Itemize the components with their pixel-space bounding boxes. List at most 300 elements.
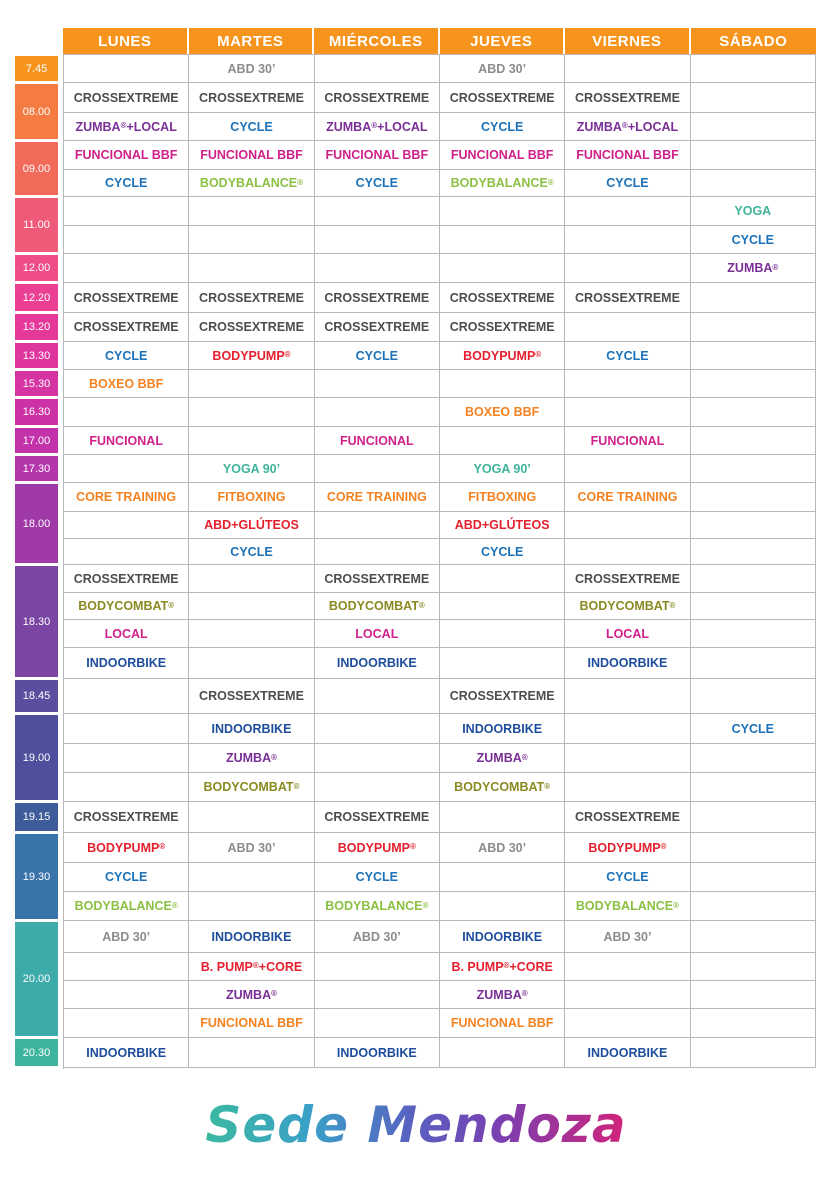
class-name: CROSSEXTREME <box>324 90 430 105</box>
class-name: CROSSEXTREME <box>575 810 680 824</box>
registered-mark: ® <box>120 121 127 130</box>
class-name: BODYCOMBAT <box>328 599 419 613</box>
class-cell <box>189 539 314 565</box>
time-slot: 18.45 <box>15 680 58 712</box>
class-cell <box>64 833 189 863</box>
schedule-row <box>64 648 816 679</box>
empty-cell <box>440 593 565 620</box>
class-cell <box>189 170 314 197</box>
class-name: FUNCIONAL <box>340 433 414 448</box>
class-cell <box>440 714 565 744</box>
schedule-row <box>64 483 816 512</box>
schedule-row <box>64 921 816 953</box>
class-cell <box>440 342 565 370</box>
empty-cell <box>691 863 816 892</box>
empty-cell <box>691 455 816 483</box>
registered-mark: ® <box>293 781 300 791</box>
class-cell <box>64 620 189 648</box>
logo <box>0 1085 832 1165</box>
empty-cell <box>691 483 816 512</box>
class-name: B. PUMP <box>451 959 504 974</box>
day-header: VIERNES <box>565 28 691 54</box>
class-name: INDOORBIKE <box>211 929 292 944</box>
class-cell <box>189 313 314 342</box>
empty-cell <box>565 539 690 565</box>
class-name: CYCLE <box>230 119 273 134</box>
empty-cell <box>189 892 314 921</box>
empty-cell <box>565 398 690 427</box>
registered-mark: ® <box>297 177 304 187</box>
empty-cell <box>691 648 816 679</box>
class-cell <box>440 283 565 313</box>
empty-cell <box>189 427 314 455</box>
empty-cell <box>691 427 816 455</box>
class-name: INDOORBIKE <box>462 721 543 736</box>
class-cell <box>189 141 314 170</box>
class-cell <box>691 254 816 283</box>
class-name: INDOORBIKE <box>211 721 292 736</box>
class-name: FUNCIONAL BBF <box>450 1016 554 1030</box>
registered-mark: ® <box>418 600 425 610</box>
empty-cell <box>189 398 314 427</box>
empty-cell <box>691 313 816 342</box>
empty-cell <box>565 679 690 714</box>
class-name: CROSSEXTREME <box>449 689 555 703</box>
registered-mark: ® <box>409 842 416 851</box>
empty-cell <box>64 455 189 483</box>
class-name: BODYBALANCE <box>450 176 548 190</box>
class-cell <box>315 620 440 648</box>
empty-cell <box>189 565 314 593</box>
empty-cell <box>691 370 816 398</box>
schedule-row <box>64 113 816 141</box>
class-name: BODYCOMBAT <box>579 599 670 613</box>
class-name: BODYBALANCE <box>575 899 674 913</box>
class-cell <box>440 483 565 512</box>
time-slot: 19.15 <box>15 803 58 831</box>
class-cell <box>189 83 314 113</box>
class-name: CYCLE <box>480 544 524 559</box>
empty-cell <box>565 55 690 83</box>
class-name: CYCLE <box>731 721 774 736</box>
class-cell <box>315 648 440 679</box>
class-cell <box>189 833 314 863</box>
class-name: CROSSEXTREME <box>73 810 179 824</box>
class-cell <box>440 55 565 83</box>
class-name: CROSSEXTREME <box>73 571 179 586</box>
class-name: FUNCIONAL <box>590 433 665 448</box>
empty-cell <box>440 1038 565 1068</box>
class-name: FUNCIONAL BBF <box>74 148 178 162</box>
empty-cell <box>189 197 314 226</box>
empty-cell <box>315 1009 440 1038</box>
empty-cell <box>315 226 440 254</box>
empty-cell <box>565 773 690 802</box>
class-name: LOCAL <box>104 626 148 641</box>
empty-cell <box>440 620 565 648</box>
class-cell <box>565 892 690 921</box>
class-cell <box>315 342 440 370</box>
class-cell <box>565 427 690 455</box>
empty-cell <box>691 1038 816 1068</box>
class-name: FUNCIONAL BBF <box>450 148 554 162</box>
class-name: ABD 30’ <box>102 929 151 944</box>
empty-cell <box>691 283 816 313</box>
empty-cell <box>189 863 314 892</box>
empty-cell <box>691 593 816 620</box>
class-cell <box>315 1038 440 1068</box>
class-cell <box>315 921 440 953</box>
schedule-row <box>64 141 816 170</box>
class-name: ABD 30’ <box>352 929 401 944</box>
empty-cell <box>64 539 189 565</box>
empty-cell <box>565 226 690 254</box>
class-name: CROSSEXTREME <box>73 320 179 334</box>
schedule-row <box>64 773 816 802</box>
empty-cell <box>64 953 189 981</box>
class-name: ABD 30’ <box>478 61 527 76</box>
class-cell <box>64 370 189 398</box>
empty-cell <box>691 141 816 170</box>
empty-cell <box>189 620 314 648</box>
schedule-row <box>64 427 816 455</box>
class-cell <box>440 141 565 170</box>
class-name: CORE TRAINING <box>577 490 678 504</box>
registered-mark: ® <box>521 752 528 762</box>
class-name: INDOORBIKE <box>86 1045 167 1060</box>
class-cell <box>440 539 565 565</box>
class-name: CYCLE <box>230 544 273 559</box>
time-slot: 13.20 <box>15 314 58 340</box>
empty-cell <box>189 648 314 679</box>
schedule-row <box>64 539 816 565</box>
time-column <box>15 55 58 1068</box>
class-name: CROSSEXTREME <box>199 689 304 703</box>
empty-cell <box>565 953 690 981</box>
class-cell <box>440 512 565 539</box>
empty-cell <box>691 620 816 648</box>
class-name: CROSSEXTREME <box>324 290 430 305</box>
empty-cell <box>315 981 440 1009</box>
class-cell <box>315 283 440 313</box>
empty-cell <box>440 226 565 254</box>
registered-mark: ® <box>271 752 278 762</box>
class-suffix: +LOCAL <box>627 119 679 134</box>
class-name: ZUMBA <box>75 119 121 134</box>
class-name: BODYPUMP <box>87 840 160 855</box>
time-slot: 17.00 <box>15 428 58 453</box>
class-name: CROSSEXTREME <box>199 320 304 334</box>
empty-cell <box>565 254 690 283</box>
empty-cell <box>315 398 440 427</box>
class-cell <box>189 483 314 512</box>
class-name: CYCLE <box>606 176 649 190</box>
empty-cell <box>565 512 690 539</box>
class-name: CORE TRAINING <box>76 490 177 504</box>
class-cell <box>189 921 314 953</box>
class-cell <box>64 342 189 370</box>
empty-cell <box>315 254 440 283</box>
time-slot: 12.20 <box>15 284 58 311</box>
registered-mark: ® <box>503 961 510 970</box>
class-cell <box>189 714 314 744</box>
schedule-row <box>64 833 816 863</box>
class-name: CROSSEXTREME <box>324 571 430 586</box>
time-slot: 15.30 <box>15 371 58 396</box>
class-cell <box>440 981 565 1009</box>
empty-cell <box>315 744 440 773</box>
class-name: CYCLE <box>355 176 398 190</box>
class-cell <box>189 342 314 370</box>
class-name: CYCLE <box>731 232 774 247</box>
class-name: CROSSEXTREME <box>575 290 680 305</box>
time-slot: 19.00 <box>15 715 58 800</box>
class-name: FUNCIONAL BBF <box>325 148 429 162</box>
class-name: BODYBALANCE <box>199 176 298 190</box>
class-name: CYCLE <box>355 348 398 363</box>
class-name: FUNCIONAL BBF <box>200 1016 303 1030</box>
empty-cell <box>189 226 314 254</box>
class-cell <box>189 744 314 773</box>
registered-mark: ® <box>168 600 175 610</box>
empty-cell <box>315 455 440 483</box>
class-cell <box>315 593 440 620</box>
class-name: CYCLE <box>104 176 148 190</box>
empty-cell <box>565 370 690 398</box>
class-cell <box>189 953 314 981</box>
class-name: CORE TRAINING <box>326 490 427 504</box>
registered-mark: ® <box>284 350 291 359</box>
class-cell <box>565 802 690 833</box>
empty-cell <box>440 197 565 226</box>
class-name: FITBOXING <box>468 490 537 504</box>
class-cell <box>565 283 690 313</box>
day-header: MARTES <box>189 28 315 54</box>
empty-cell <box>440 648 565 679</box>
class-cell <box>440 455 565 483</box>
class-name: FUNCIONAL BBF <box>200 148 303 162</box>
schedule-row <box>64 1009 816 1038</box>
empty-cell <box>315 714 440 744</box>
class-name: CROSSEXTREME <box>324 810 430 824</box>
empty-cell <box>189 254 314 283</box>
class-cell <box>189 1009 314 1038</box>
class-cell <box>64 593 189 620</box>
class-suffix: +CORE <box>509 959 553 974</box>
empty-cell <box>691 744 816 773</box>
class-name: LOCAL <box>605 626 649 641</box>
class-cell <box>189 113 314 141</box>
class-name: INDOORBIKE <box>336 1045 417 1060</box>
class-cell <box>315 83 440 113</box>
registered-mark: ® <box>521 989 528 998</box>
class-cell <box>440 398 565 427</box>
class-cell <box>565 565 690 593</box>
empty-cell <box>64 679 189 714</box>
registered-mark: ® <box>535 350 542 359</box>
empty-cell <box>565 455 690 483</box>
schedule-grid <box>63 54 816 1069</box>
empty-cell <box>440 863 565 892</box>
empty-cell <box>691 953 816 981</box>
time-slot: 18.00 <box>15 484 58 563</box>
class-name: CYCLE <box>104 870 148 884</box>
class-cell <box>64 648 189 679</box>
registered-mark: ® <box>544 781 551 791</box>
schedule-row <box>64 512 816 539</box>
empty-cell <box>189 593 314 620</box>
schedule-row <box>64 565 816 593</box>
time-slot: 16.30 <box>15 399 58 425</box>
class-cell <box>315 141 440 170</box>
class-name: INDOORBIKE <box>336 656 417 670</box>
schedule-row <box>64 398 816 427</box>
empty-cell <box>691 892 816 921</box>
time-slot: 20.00 <box>15 922 58 1036</box>
empty-cell <box>64 773 189 802</box>
class-cell <box>189 679 314 714</box>
empty-cell <box>691 1009 816 1038</box>
schedule-row <box>64 313 816 342</box>
empty-cell <box>565 197 690 226</box>
empty-cell <box>691 565 816 593</box>
empty-cell <box>64 398 189 427</box>
schedule-row <box>64 981 816 1009</box>
class-cell <box>565 1038 690 1068</box>
class-cell <box>440 1009 565 1038</box>
class-cell <box>440 744 565 773</box>
empty-cell <box>691 55 816 83</box>
class-name: YOGA 90’ <box>473 461 531 476</box>
registered-mark: ® <box>673 900 680 910</box>
schedule-row <box>64 1038 816 1068</box>
class-cell <box>189 283 314 313</box>
class-cell <box>691 714 816 744</box>
class-cell <box>691 197 816 226</box>
class-suffix: +LOCAL <box>377 119 428 134</box>
class-cell <box>64 313 189 342</box>
empty-cell <box>565 744 690 773</box>
empty-cell <box>315 197 440 226</box>
time-slot: 09.00 <box>15 142 58 195</box>
time-slot: 18.30 <box>15 566 58 677</box>
schedule-row <box>64 83 816 113</box>
class-name: BODYPUMP <box>588 840 661 855</box>
empty-cell <box>189 1038 314 1068</box>
class-name: BODYBALANCE <box>74 899 172 913</box>
class-name: CYCLE <box>355 870 398 884</box>
schedule-row <box>64 254 816 283</box>
class-cell <box>189 773 314 802</box>
class-name: B. PUMP <box>200 959 253 974</box>
class-cell <box>315 170 440 197</box>
class-cell <box>565 921 690 953</box>
empty-cell <box>440 370 565 398</box>
class-name: ABD+GLÚTEOS <box>454 518 550 532</box>
schedule-row <box>64 892 816 921</box>
class-cell <box>691 226 816 254</box>
time-slot: 11.00 <box>15 198 58 252</box>
class-cell <box>565 83 690 113</box>
class-cell <box>565 648 690 679</box>
class-name: CYCLE <box>606 348 649 363</box>
class-name: CROSSEXTREME <box>199 90 304 105</box>
schedule-row <box>64 226 816 254</box>
empty-cell <box>440 892 565 921</box>
empty-cell <box>64 254 189 283</box>
class-name: INDOORBIKE <box>587 656 668 670</box>
empty-cell <box>565 1009 690 1038</box>
class-cell <box>64 921 189 953</box>
empty-cell <box>691 679 816 714</box>
class-cell <box>64 170 189 197</box>
class-cell <box>64 565 189 593</box>
class-name: CROSSEXTREME <box>199 290 304 305</box>
registered-mark: ® <box>660 842 667 851</box>
class-name: BODYPUMP <box>337 840 410 855</box>
empty-cell <box>189 370 314 398</box>
time-slot: 13.30 <box>15 343 58 368</box>
class-cell <box>440 953 565 981</box>
class-name: INDOORBIKE <box>86 656 167 670</box>
class-cell <box>565 113 690 141</box>
class-cell <box>315 565 440 593</box>
class-name: FUNCIONAL <box>89 433 163 448</box>
registered-mark: ® <box>772 262 779 272</box>
class-name: ABD 30’ <box>227 840 276 855</box>
empty-cell <box>315 539 440 565</box>
class-cell <box>565 483 690 512</box>
class-cell <box>64 283 189 313</box>
schedule-row <box>64 953 816 981</box>
class-cell <box>565 863 690 892</box>
day-header: SÁBADO <box>691 28 817 54</box>
empty-cell <box>691 170 816 197</box>
class-name: ABD 30’ <box>227 61 276 76</box>
class-name: FITBOXING <box>217 490 286 504</box>
schedule-row <box>64 679 816 714</box>
empty-cell <box>691 398 816 427</box>
class-cell <box>315 863 440 892</box>
empty-cell <box>64 744 189 773</box>
class-cell <box>64 1038 189 1068</box>
class-name: ZUMBA <box>225 987 272 1002</box>
class-suffix: +LOCAL <box>126 119 177 134</box>
class-cell <box>64 483 189 512</box>
class-cell <box>440 113 565 141</box>
class-cell <box>315 802 440 833</box>
class-name: ABD+GLÚTEOS <box>204 518 299 532</box>
class-name: INDOORBIKE <box>462 929 543 944</box>
class-cell <box>64 141 189 170</box>
class-cell <box>440 170 565 197</box>
class-name: CROSSEXTREME <box>449 290 555 305</box>
empty-cell <box>64 1009 189 1038</box>
class-name: CYCLE <box>104 348 148 363</box>
empty-cell <box>691 833 816 863</box>
class-name: LOCAL <box>355 626 399 641</box>
class-cell <box>565 620 690 648</box>
time-slot: 12.00 <box>15 255 58 281</box>
empty-cell <box>691 512 816 539</box>
registered-mark: ® <box>271 989 278 998</box>
class-cell <box>315 892 440 921</box>
empty-cell <box>64 512 189 539</box>
schedule-row <box>64 744 816 773</box>
class-name: CYCLE <box>480 119 524 134</box>
schedule-row <box>64 455 816 483</box>
registered-mark: ® <box>371 121 378 130</box>
